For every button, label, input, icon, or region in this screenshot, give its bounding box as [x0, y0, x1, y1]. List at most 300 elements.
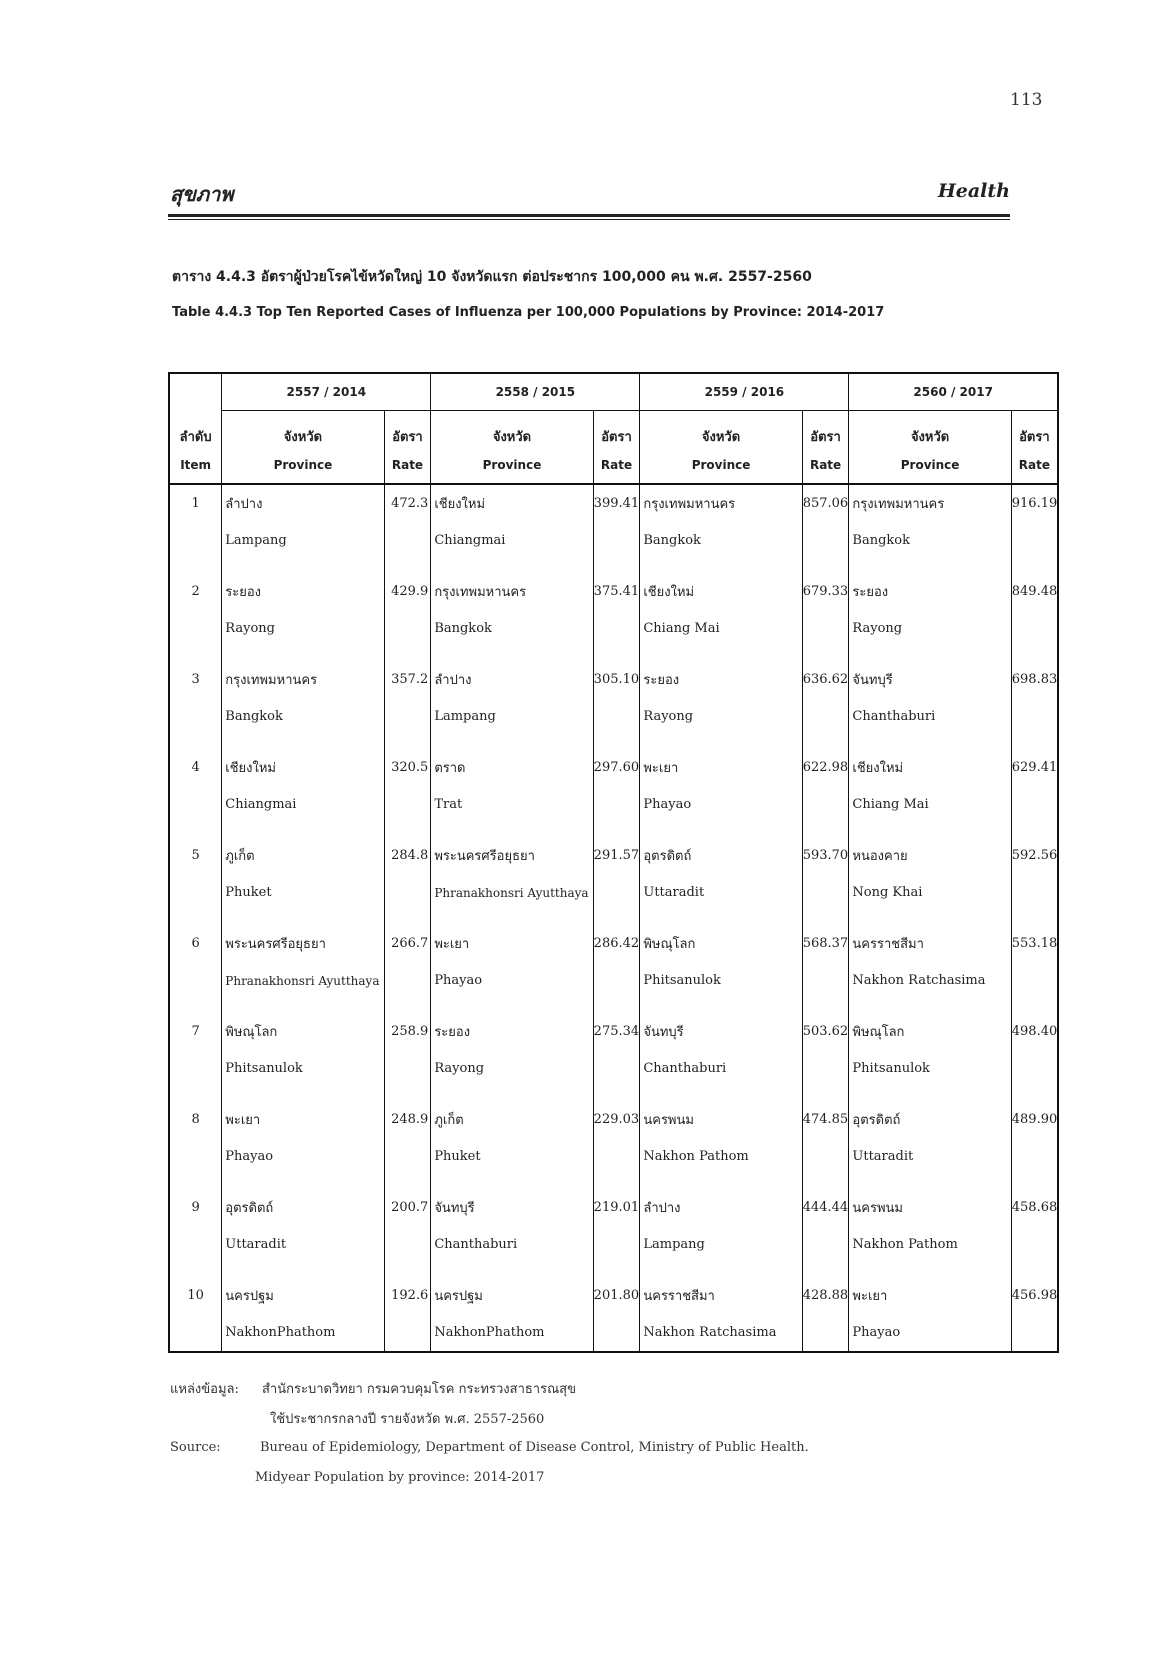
province-thai: นครปฐม: [222, 1277, 384, 1314]
spacer-cell: [640, 1175, 802, 1189]
table-row: [169, 1013, 1058, 1050]
rate-blank: [802, 874, 849, 911]
row-spacer: [169, 735, 1058, 749]
rate-header-english: Rate: [1011, 447, 1058, 484]
province-header-english: Province: [222, 447, 384, 484]
item-number: 8: [169, 1101, 222, 1138]
rate-header-english: Rate: [593, 447, 640, 484]
province-english: Phuket: [431, 1138, 593, 1175]
province-english: Nakhon Pathom: [849, 1226, 1011, 1263]
rate-blank: [802, 698, 849, 735]
spacer-cell: [169, 735, 222, 749]
rate-blank: [384, 1050, 431, 1087]
spacer-cell: [593, 911, 640, 925]
table-row: [169, 1189, 1058, 1226]
item-number-blank: [169, 522, 222, 559]
rate-blank: [1011, 610, 1058, 647]
rate-blank: [802, 786, 849, 823]
province-english: Bangkok: [640, 522, 802, 559]
rate-blank: [384, 874, 431, 911]
rate-value: 636.62: [802, 661, 849, 698]
rate-blank: [384, 610, 431, 647]
spacer-cell: [169, 559, 222, 573]
province-thai: พิษณุโลก: [640, 925, 802, 962]
province-thai: นครราชสีมา: [640, 1277, 802, 1314]
spacer-cell: [1011, 1087, 1058, 1101]
province-english: NakhonPhathom: [222, 1314, 384, 1352]
spacer-cell: [802, 735, 849, 749]
province-thai: กรุงเทพมหานคร: [849, 484, 1011, 522]
spacer-cell: [431, 823, 593, 837]
table-row-english: [169, 522, 1058, 559]
spacer-cell: [169, 1175, 222, 1189]
province-thai: ลำปาง: [431, 661, 593, 698]
item-number-blank: [169, 874, 222, 911]
rate-blank: [593, 522, 640, 559]
rate-header-thai: อัตรา: [802, 411, 849, 448]
table-row-english: [169, 874, 1058, 911]
province-thai: กรุงเทพมหานคร: [431, 573, 593, 610]
item-number: 4: [169, 749, 222, 786]
spacer-cell: [593, 559, 640, 573]
rate-blank: [802, 1314, 849, 1352]
source-label-thai: แหล่งข้อมูล:: [170, 1382, 239, 1397]
province-thai: นครราชสีมา: [849, 925, 1011, 962]
spacer-cell: [384, 1175, 431, 1189]
province-english: Rayong: [849, 610, 1011, 647]
spacer-cell: [640, 647, 802, 661]
table-row: [169, 484, 1058, 522]
rate-header-thai: อัตรา: [1011, 411, 1058, 448]
item-number: 9: [169, 1189, 222, 1226]
rate-value: 474.85: [802, 1101, 849, 1138]
rate-value: 849.48: [1011, 573, 1058, 610]
spacer-cell: [849, 1263, 1011, 1277]
spacer-cell: [1011, 559, 1058, 573]
rate-value: 489.90: [1011, 1101, 1058, 1138]
row-spacer: [169, 823, 1058, 837]
table-row: [169, 925, 1058, 962]
spacer-cell: [593, 823, 640, 837]
table-row-english: [169, 698, 1058, 735]
rate-value: 219.01: [593, 1189, 640, 1226]
rate-header-english: Rate: [384, 447, 431, 484]
item-number: 2: [169, 573, 222, 610]
province-english: Phuket: [222, 874, 384, 911]
province-english: Nong Khai: [849, 874, 1011, 911]
spacer-cell: [640, 735, 802, 749]
spacer-cell: [1011, 1175, 1058, 1189]
spacer-cell: [169, 911, 222, 925]
row-spacer: [169, 1175, 1058, 1189]
spacer-cell: [169, 823, 222, 837]
item-number-blank: [169, 786, 222, 823]
spacer-cell: [802, 999, 849, 1013]
header-rule-thin: [168, 219, 1010, 220]
spacer-cell: [802, 911, 849, 925]
province-thai: ภูเก็ต: [222, 837, 384, 874]
rate-value: 275.34: [593, 1013, 640, 1050]
item-number-blank: [169, 1314, 222, 1352]
province-thai: ลำปาง: [640, 1189, 802, 1226]
province-header-thai: จังหวัด: [849, 411, 1011, 448]
province-thai: กรุงเทพมหานคร: [222, 661, 384, 698]
province-thai: จันทบุรี: [849, 661, 1011, 698]
spacer-cell: [384, 735, 431, 749]
spacer-cell: [431, 911, 593, 925]
spacer-cell: [222, 823, 384, 837]
spacer-cell: [849, 911, 1011, 925]
rate-value: 679.33: [802, 573, 849, 610]
spacer-cell: [431, 647, 593, 661]
rate-blank: [384, 1314, 431, 1352]
rate-blank: [593, 962, 640, 999]
rate-value: 472.3: [384, 484, 431, 522]
spacer-cell: [222, 647, 384, 661]
rate-value: 444.44: [802, 1189, 849, 1226]
rate-blank: [593, 610, 640, 647]
province-header-english: Province: [640, 447, 802, 484]
rate-blank: [802, 962, 849, 999]
section-title-thai: สุขภาพ: [170, 182, 234, 206]
rate-value: 266.7: [384, 925, 431, 962]
province-thai: พิษณุโลก: [849, 1013, 1011, 1050]
rate-blank: [1011, 1138, 1058, 1175]
province-thai: นครพนม: [640, 1101, 802, 1138]
spacer-cell: [384, 999, 431, 1013]
spacer-cell: [169, 1087, 222, 1101]
rate-blank: [1011, 698, 1058, 735]
rate-blank: [593, 1226, 640, 1263]
province-thai: เชียงใหม่: [849, 749, 1011, 786]
spacer-cell: [802, 1263, 849, 1277]
table-row: [169, 573, 1058, 610]
rate-value: 399.41: [593, 484, 640, 522]
rate-header-thai: อัตรา: [593, 411, 640, 448]
year-header: 2558 / 2015: [431, 373, 640, 411]
rate-value: 201.80: [593, 1277, 640, 1314]
table-row-english: [169, 1314, 1058, 1352]
spacer-cell: [593, 1175, 640, 1189]
spacer-cell: [849, 647, 1011, 661]
table-title-thai: ตาราง 4.4.3 อัตราผู้ป่วยโรคไข้หวัดใหญ่ 10 จังหวัดแรก ต่อประชากร 100,000 คน พ.ศ. 2557-2560: [172, 269, 812, 285]
province-english: Phitsanulok: [222, 1050, 384, 1087]
item-number-blank: [169, 1138, 222, 1175]
spacer-cell: [431, 735, 593, 749]
spacer-cell: [802, 559, 849, 573]
rate-value: 568.37: [802, 925, 849, 962]
table-body: [169, 484, 1058, 1352]
province-thai: นครพนม: [849, 1189, 1011, 1226]
rate-value: 593.70: [802, 837, 849, 874]
item-number-blank: [169, 698, 222, 735]
spacer-cell: [849, 559, 1011, 573]
spacer-cell: [222, 735, 384, 749]
province-thai: หนองคาย: [849, 837, 1011, 874]
rate-value: 428.88: [802, 1277, 849, 1314]
province-english: Lampang: [431, 698, 593, 735]
item-header-thai: ลำดับ: [169, 411, 222, 448]
province-thai: เชียงใหม่: [222, 749, 384, 786]
item-header-english: Item: [169, 447, 222, 484]
province-english: Phranakhonsri Ayutthaya: [431, 874, 593, 911]
rate-blank: [1011, 962, 1058, 999]
spacer-cell: [802, 1175, 849, 1189]
spacer-cell: [593, 735, 640, 749]
rate-value: 258.9: [384, 1013, 431, 1050]
spacer-cell: [431, 1087, 593, 1101]
province-header-thai: จังหวัด: [431, 411, 593, 448]
table-row: [169, 661, 1058, 698]
province-english: Uttaradit: [849, 1138, 1011, 1175]
item-number: 10: [169, 1277, 222, 1314]
rate-value: 458.68: [1011, 1189, 1058, 1226]
source-line-thai-1: สำนักระบาดวิทยา กรมควบคุมโรค กระทรวงสาธารณสุข: [262, 1382, 576, 1397]
spacer-cell: [169, 647, 222, 661]
table-row-english: [169, 962, 1058, 999]
row-spacer: [169, 647, 1058, 661]
table-row-english: [169, 610, 1058, 647]
page-number: 113: [1010, 90, 1043, 110]
spacer-cell: [593, 1087, 640, 1101]
source-line-english-2: Midyear Population by province: 2014-2017: [255, 1470, 545, 1485]
table-title-english: Table 4.4.3 Top Ten Reported Cases of Influenza per 100,000 Populations by Province: 2014-2017: [172, 305, 885, 320]
item-number: 1: [169, 484, 222, 522]
province-thai: ระยอง: [431, 1013, 593, 1050]
spacer-cell: [431, 1175, 593, 1189]
province-thai: อุตรดิตถ์: [849, 1101, 1011, 1138]
item-number: 3: [169, 661, 222, 698]
spacer-cell: [384, 559, 431, 573]
rate-blank: [384, 1226, 431, 1263]
province-thai: ตราด: [431, 749, 593, 786]
rate-blank: [384, 522, 431, 559]
table-row-english: [169, 1226, 1058, 1263]
spacer-cell: [849, 823, 1011, 837]
rate-blank: [802, 522, 849, 559]
spacer-cell: [849, 735, 1011, 749]
rate-value: 305.10: [593, 661, 640, 698]
province-thai: เชียงใหม่: [431, 484, 593, 522]
province-thai: พระนครศรีอยุธยา: [222, 925, 384, 962]
province-thai: กรุงเทพมหานคร: [640, 484, 802, 522]
province-thai: ระยอง: [640, 661, 802, 698]
spacer-cell: [802, 647, 849, 661]
rate-value: 284.8: [384, 837, 431, 874]
year-header: 2559 / 2016: [640, 373, 849, 411]
spacer-cell: [384, 1263, 431, 1277]
rate-blank: [1011, 1050, 1058, 1087]
spacer-cell: [222, 1087, 384, 1101]
rate-value: 857.06: [802, 484, 849, 522]
rate-value: 200.7: [384, 1189, 431, 1226]
table-header: [169, 373, 1058, 484]
province-english: Phitsanulok: [849, 1050, 1011, 1087]
rate-value: 553.18: [1011, 925, 1058, 962]
row-spacer: [169, 911, 1058, 925]
item-number-blank: [169, 610, 222, 647]
spacer-cell: [640, 1087, 802, 1101]
spacer-cell: [640, 911, 802, 925]
spacer-cell: [1011, 735, 1058, 749]
province-thai: ภูเก็ต: [431, 1101, 593, 1138]
province-thai: พิษณุโลก: [222, 1013, 384, 1050]
rate-value: 291.57: [593, 837, 640, 874]
header-rule-thick: [168, 214, 1010, 217]
spacer-cell: [431, 1263, 593, 1277]
province-thai: นครปฐม: [431, 1277, 593, 1314]
province-thai: ลำปาง: [222, 484, 384, 522]
year-header: 2560 / 2017: [849, 373, 1058, 411]
spacer-cell: [593, 647, 640, 661]
source-line-english-1: Bureau of Epidemiology, Department of Disease Control, Ministry of Public Health.: [260, 1440, 809, 1455]
rate-blank: [593, 874, 640, 911]
rate-blank: [384, 786, 431, 823]
province-english: Uttaradit: [222, 1226, 384, 1263]
rate-value: 297.60: [593, 749, 640, 786]
province-thai: พะเยา: [849, 1277, 1011, 1314]
rate-value: 286.42: [593, 925, 640, 962]
province-english: Phitsanulok: [640, 962, 802, 999]
spacer-cell: [384, 823, 431, 837]
row-spacer: [169, 1087, 1058, 1101]
province-english: Chanthaburi: [640, 1050, 802, 1087]
rate-value: 698.83: [1011, 661, 1058, 698]
province-header-english: Province: [849, 447, 1011, 484]
province-thai: ระยอง: [222, 573, 384, 610]
province-english: NakhonPhathom: [431, 1314, 593, 1352]
province-thai: อุตรดิตถ์: [640, 837, 802, 874]
province-thai: อุตรดิตถ์: [222, 1189, 384, 1226]
rate-value: 357.2: [384, 661, 431, 698]
spacer-cell: [384, 647, 431, 661]
rate-value: 192.6: [384, 1277, 431, 1314]
spacer-cell: [222, 999, 384, 1013]
year-header: 2557 / 2014: [222, 373, 431, 411]
table-row: [169, 837, 1058, 874]
item-number: 5: [169, 837, 222, 874]
spacer-cell: [593, 1263, 640, 1277]
source-line-thai-2: ใช้ประชากรกลางปี รายจังหวัด พ.ศ. 2557-2560: [270, 1412, 545, 1427]
spacer-cell: [384, 911, 431, 925]
item-header-blank: [169, 373, 222, 411]
rate-blank: [593, 1050, 640, 1087]
rate-blank: [1011, 1226, 1058, 1263]
province-header-english: Province: [431, 447, 593, 484]
rate-blank: [802, 1138, 849, 1175]
province-thai: จันทบุรี: [431, 1189, 593, 1226]
source-label-english: Source:: [170, 1440, 221, 1455]
table-row-english: [169, 1138, 1058, 1175]
province-english: Chiangmai: [222, 786, 384, 823]
table-row: [169, 1277, 1058, 1314]
spacer-cell: [1011, 911, 1058, 925]
rate-blank: [384, 1138, 431, 1175]
spacer-cell: [384, 1087, 431, 1101]
rate-value: 375.41: [593, 573, 640, 610]
spacer-cell: [849, 1175, 1011, 1189]
rate-value: 248.9: [384, 1101, 431, 1138]
province-english: Uttaradit: [640, 874, 802, 911]
rate-blank: [802, 1226, 849, 1263]
province-header-thai: จังหวัด: [222, 411, 384, 448]
province-english: Chanthaburi: [431, 1226, 593, 1263]
table-row-english: [169, 786, 1058, 823]
rate-value: 629.41: [1011, 749, 1058, 786]
province-english: Nakhon Pathom: [640, 1138, 802, 1175]
spacer-cell: [431, 999, 593, 1013]
province-thai: พะเยา: [431, 925, 593, 962]
province-thai: ระยอง: [849, 573, 1011, 610]
rate-blank: [1011, 786, 1058, 823]
province-thai: พะเยา: [640, 749, 802, 786]
item-number: 7: [169, 1013, 222, 1050]
province-english: Bangkok: [222, 698, 384, 735]
rate-value: 498.40: [1011, 1013, 1058, 1050]
rate-blank: [593, 786, 640, 823]
province-thai: เชียงใหม่: [640, 573, 802, 610]
province-english: Nakhon Ratchasima: [849, 962, 1011, 999]
province-english: Trat: [431, 786, 593, 823]
rate-blank: [384, 962, 431, 999]
spacer-cell: [169, 999, 222, 1013]
spacer-cell: [849, 1087, 1011, 1101]
province-english: Chiang Mai: [640, 610, 802, 647]
spacer-cell: [431, 559, 593, 573]
row-spacer: [169, 559, 1058, 573]
rate-header-thai: อัตรา: [384, 411, 431, 448]
spacer-cell: [640, 1263, 802, 1277]
province-english: Phayao: [849, 1314, 1011, 1352]
spacer-cell: [169, 1263, 222, 1277]
rate-blank: [593, 698, 640, 735]
item-number-blank: [169, 962, 222, 999]
spacer-cell: [1011, 999, 1058, 1013]
table-row: [169, 749, 1058, 786]
row-spacer: [169, 999, 1058, 1013]
rate-blank: [1011, 874, 1058, 911]
spacer-cell: [802, 823, 849, 837]
spacer-cell: [222, 911, 384, 925]
province-english: Rayong: [431, 1050, 593, 1087]
province-english: Rayong: [222, 610, 384, 647]
rate-value: 916.19: [1011, 484, 1058, 522]
province-english: Phranakhonsri Ayutthaya: [222, 962, 384, 999]
table-row: [169, 1101, 1058, 1138]
spacer-cell: [640, 999, 802, 1013]
rate-blank: [593, 1314, 640, 1352]
spacer-cell: [1011, 1263, 1058, 1277]
rate-blank: [1011, 522, 1058, 559]
spacer-cell: [222, 559, 384, 573]
province-english: Chiangmai: [431, 522, 593, 559]
province-english: Lampang: [222, 522, 384, 559]
province-english: Bangkok: [849, 522, 1011, 559]
province-english: Chanthaburi: [849, 698, 1011, 735]
province-english: Rayong: [640, 698, 802, 735]
rate-value: 456.98: [1011, 1277, 1058, 1314]
province-english: Bangkok: [431, 610, 593, 647]
province-english: Phayao: [431, 962, 593, 999]
province-english: Phayao: [222, 1138, 384, 1175]
spacer-cell: [222, 1175, 384, 1189]
province-english: Nakhon Ratchasima: [640, 1314, 802, 1352]
province-thai: พระนครศรีอยุธยา: [431, 837, 593, 874]
rate-value: 622.98: [802, 749, 849, 786]
rate-blank: [593, 1138, 640, 1175]
table-row-english: [169, 1050, 1058, 1087]
province-english: Chiang Mai: [849, 786, 1011, 823]
